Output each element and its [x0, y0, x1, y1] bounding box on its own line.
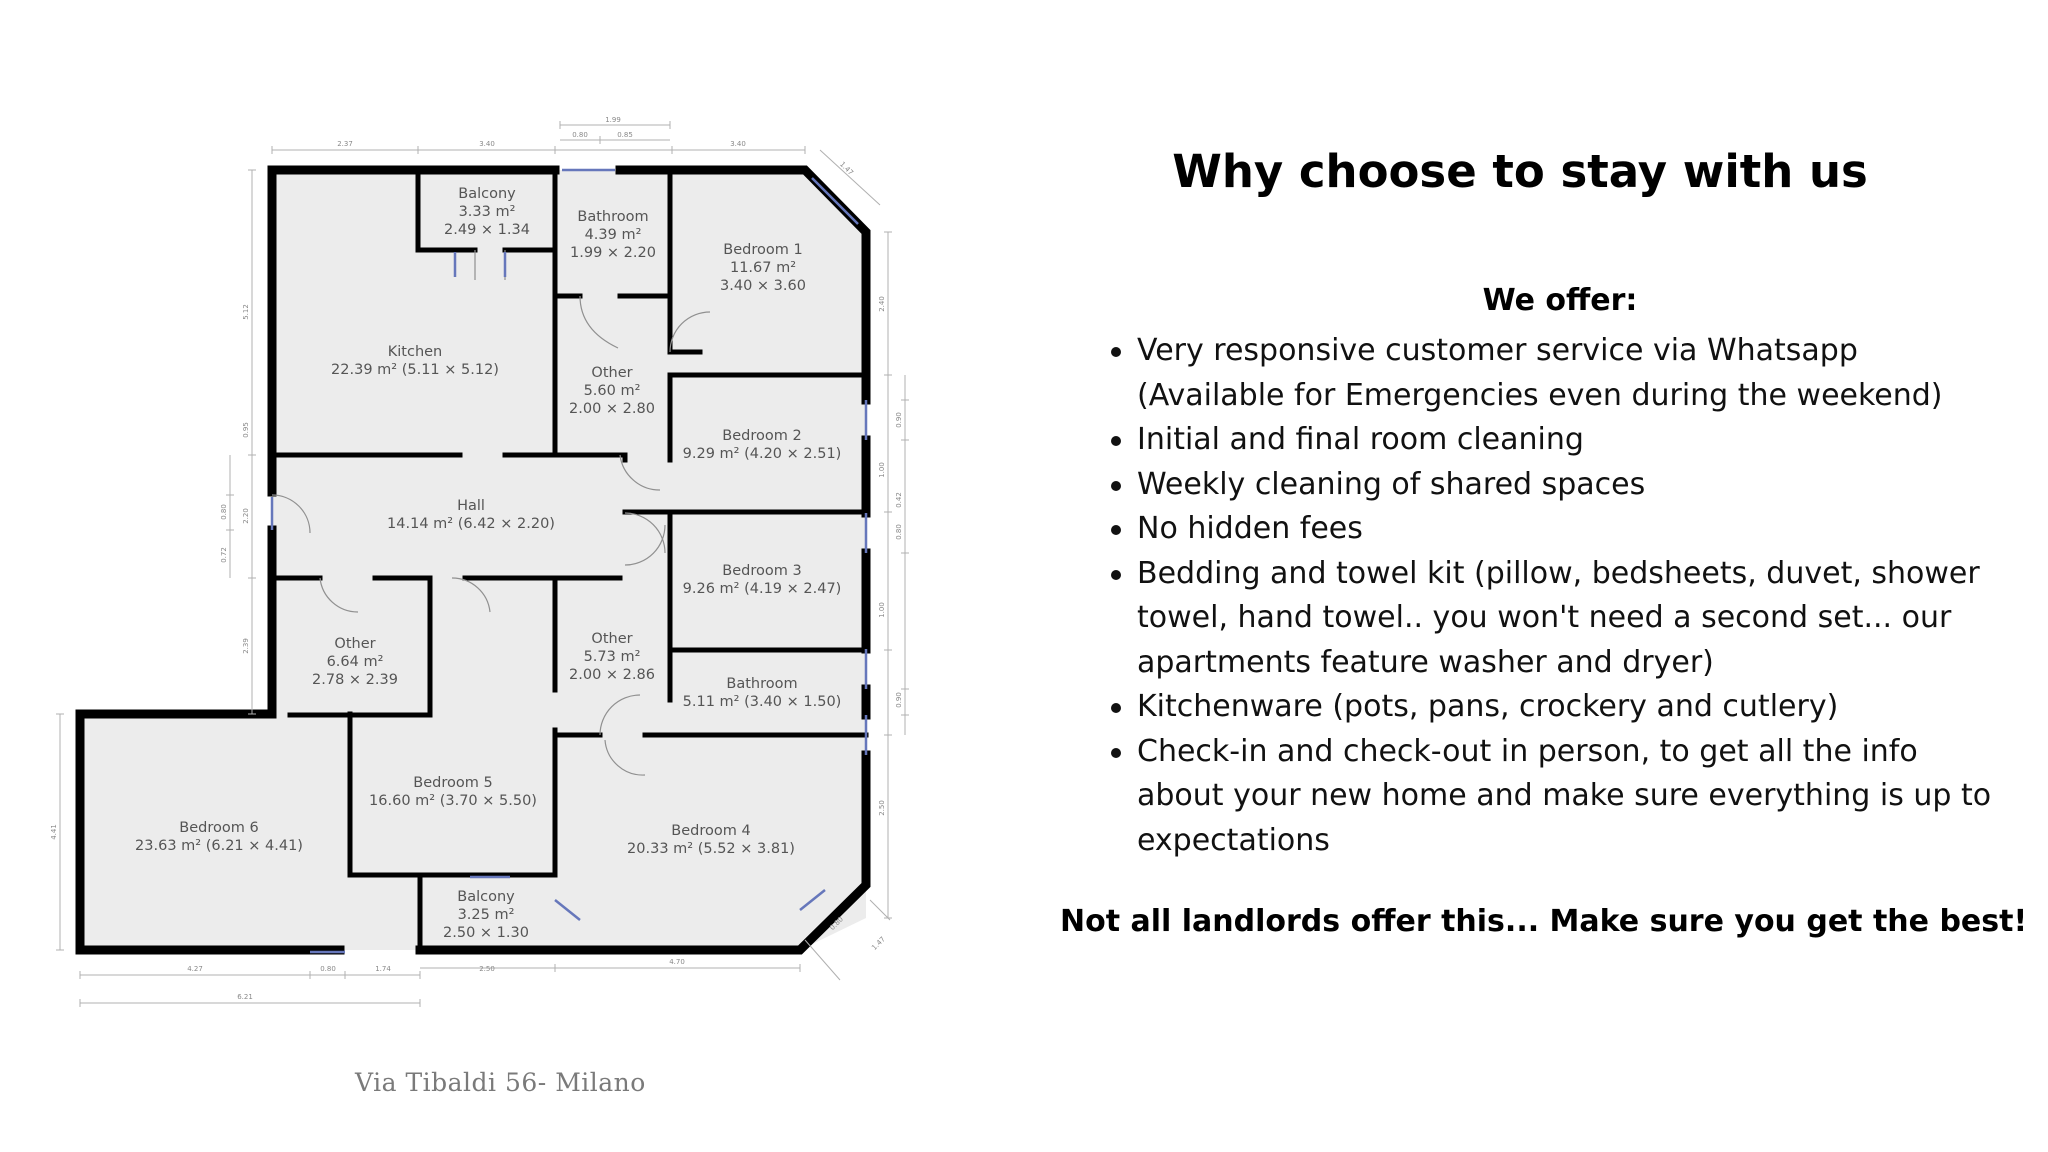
dimension-label: 0.90 — [895, 692, 903, 708]
floor-plan — [0, 0, 1000, 1152]
dimension-label: 3.40 — [730, 140, 746, 148]
offer-item: Weekly cleaning of shared spaces — [1105, 463, 2005, 508]
offer-item: Check-in and check-out in person, to get all the info about your new home and make sure everything is up to expectations — [1105, 730, 2005, 864]
dimension-label: 1.47 — [838, 160, 855, 177]
offer-heading: We offer: — [1482, 283, 1638, 318]
offer-list — [1105, 329, 2005, 863]
offer-item: Bedding and towel kit (pillow, bedsheets, duvet, shower towel, hand towel.. you won't need a second set... our apartments feature washer and dryer) — [1105, 552, 2005, 686]
room-balcony-bottom-area: 3.25 m² — [457, 907, 515, 923]
dimension-label: 0.80 — [220, 504, 228, 520]
offer-item: Very responsive customer service via Whatsapp (Available for Emergencies even during the weekend) — [1105, 329, 2005, 418]
room-hall-name: Hall — [457, 498, 485, 514]
page-title: Why choose to stay with us — [1172, 145, 1868, 198]
dimension-label: 0.90 — [895, 412, 903, 428]
room-bedroom-2-area: 9.29 m² (4.20 × 2.51) — [682, 446, 842, 462]
dimension-label: 2.37 — [337, 140, 353, 148]
room-balcony-top-name: Balcony — [458, 186, 516, 202]
dimension-label: 2.20 — [242, 508, 250, 524]
room-other-mid-dims: 2.00 × 2.86 — [569, 667, 655, 683]
dimension-label: 1.74 — [375, 965, 391, 973]
dimension-label: 1.00 — [878, 602, 886, 618]
dimension-label: 5.12 — [242, 304, 250, 320]
room-bedroom-1-area: 11.67 m² — [729, 260, 797, 276]
room-bathroom-top-area: 4.39 m² — [584, 227, 642, 243]
dimension-label: 1.47 — [870, 935, 887, 952]
dimension-label: 2.40 — [878, 296, 886, 312]
dimension-label: 0.80 — [320, 965, 336, 973]
room-other-top-area: 5.60 m² — [583, 383, 641, 399]
offer-item: No hidden fees — [1105, 507, 2005, 552]
room-balcony-top-area: 3.33 m² — [458, 204, 516, 220]
dimension-label: 3.40 — [479, 140, 495, 148]
dimension-label: 2.50 — [479, 965, 495, 973]
dimension-label: 4.41 — [50, 824, 58, 840]
room-other-left-dims: 2.78 × 2.39 — [312, 672, 398, 688]
dimension-label: 0.85 — [617, 131, 633, 139]
room-balcony-bottom-dims: 2.50 × 1.30 — [443, 925, 529, 941]
room-bedroom-6-name: Bedroom 6 — [179, 820, 259, 836]
dimension-label: 0.80 — [572, 131, 588, 139]
dimension-label: 0.42 — [895, 492, 903, 508]
room-bathroom-right-name: Bathroom — [726, 676, 798, 692]
room-bedroom-2-name: Bedroom 2 — [722, 428, 802, 444]
dimension-label: 1.99 — [605, 116, 621, 124]
room-other-mid-area: 5.73 m² — [583, 649, 641, 665]
room-bedroom-3-area: 9.26 m² (4.19 × 2.47) — [682, 581, 842, 597]
room-other-left-name: Other — [334, 636, 376, 652]
room-hall-area: 14.14 m² (6.42 × 2.20) — [387, 516, 555, 532]
dimension-label: 0.95 — [242, 422, 250, 438]
room-kitchen-name: Kitchen — [387, 344, 443, 360]
dimension-label: 4.70 — [669, 958, 685, 966]
address-caption: Via Tibaldi 56- Milano — [355, 1068, 646, 1097]
room-kitchen-area: 22.39 m² (5.11 × 5.12) — [331, 362, 499, 378]
room-bedroom-4-area: 20.33 m² (5.52 × 3.81) — [627, 841, 795, 857]
room-other-top-dims: 2.00 × 2.80 — [569, 401, 655, 417]
room-bedroom-6-area: 23.63 m² (6.21 × 4.41) — [135, 838, 303, 854]
dimension-label: 0.72 — [220, 547, 228, 563]
offer-item: Initial and final room cleaning — [1105, 418, 2005, 463]
offer-item: Kitchenware (pots, pans, crockery and cutlery) — [1105, 685, 2005, 730]
dimension-label: 0.80 — [895, 524, 903, 540]
dimension-label: 4.27 — [187, 965, 203, 973]
dimension-label: 2.39 — [242, 638, 250, 654]
dimension-label: 2.50 — [878, 800, 886, 816]
room-balcony-top-dims: 2.49 × 1.34 — [444, 222, 530, 238]
room-other-mid-name: Other — [591, 631, 633, 647]
room-other-top-name: Other — [591, 365, 633, 381]
room-bedroom-1-name: Bedroom 1 — [723, 242, 803, 258]
dimension-label: 6.21 — [237, 993, 253, 1001]
room-balcony-bottom-name: Balcony — [457, 889, 515, 905]
dimension-label: 0.80 — [828, 915, 845, 932]
room-bathroom-right-area: 5.11 m² (3.40 × 1.50) — [682, 694, 842, 710]
room-bedroom-3-name: Bedroom 3 — [722, 563, 802, 579]
room-bathroom-top-dims: 1.99 × 2.20 — [570, 245, 656, 261]
room-bedroom-5-area: 16.60 m² (3.70 × 5.50) — [369, 793, 537, 809]
room-bathroom-top-name: Bathroom — [577, 209, 649, 225]
closing-statement: Not all landlords offer this... Make sure you get the best! — [1060, 904, 2028, 939]
info-panel — [1060, 0, 2028, 1152]
room-bedroom-1-dims: 3.40 × 3.60 — [720, 278, 806, 294]
dimension-label: 1.00 — [878, 462, 886, 478]
room-other-left-area: 6.64 m² — [326, 654, 384, 670]
room-bedroom-5-name: Bedroom 5 — [413, 775, 493, 791]
room-bedroom-4-name: Bedroom 4 — [671, 823, 751, 839]
